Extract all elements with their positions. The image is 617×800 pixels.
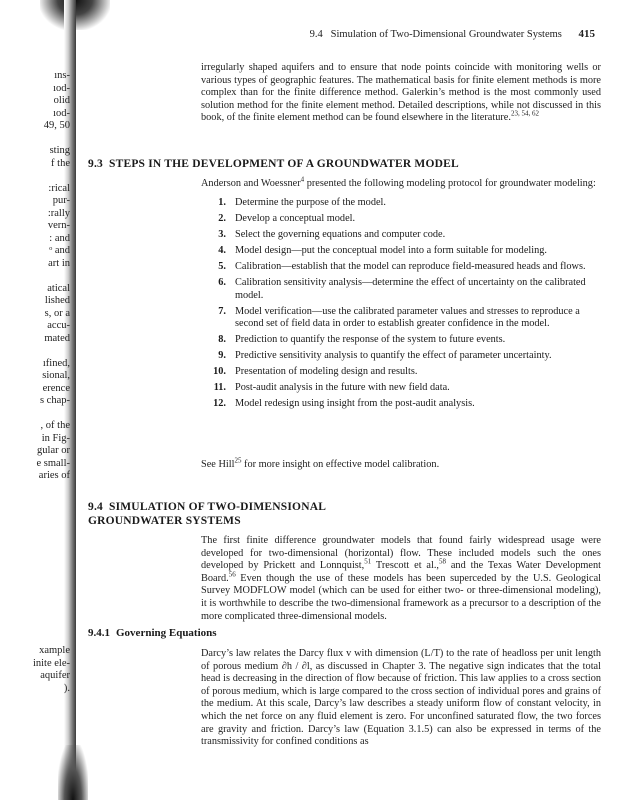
bleed-line [0, 595, 70, 608]
protocol-step [212, 366, 602, 379]
protocol-step [212, 197, 602, 210]
protocol-step [212, 382, 602, 395]
protocol-step-text: Prediction to quantify the response of the system to future events. [235, 334, 506, 346]
protocol-step [212, 277, 602, 302]
protocol-step-number: 12. [213, 398, 226, 410]
section-9-3-intro-b: presented the following modeling protocol for groundwater modeling: [304, 178, 596, 189]
bleed-line: e small- [36, 457, 70, 469]
facing-page-bleed-text [0, 70, 70, 695]
bleed-line: ıod- [53, 107, 70, 119]
section-9-4-text-a: The first finite difference groundwater models that found fairly widespread usage were developed for two-dimensional (horizontal) flow. These included models such the ones developed by Prickett and Lonnquist, [201, 535, 601, 572]
bleed-line [0, 520, 70, 533]
bleed-line: inite ele- [32, 657, 70, 669]
bleed-line: atical [47, 282, 70, 294]
bleed-line: olid [53, 95, 70, 106]
protocol-step-text: Select the governing equations and computer code. [235, 228, 446, 240]
protocol-step [212, 213, 602, 226]
bleed-line [0, 508, 70, 521]
bleed-line [0, 558, 70, 571]
section-9-3-intro-a: Anderson and Woessner [201, 178, 301, 189]
bleed-line [0, 533, 70, 546]
section-9-4-text-b: Trescott et al., [371, 560, 440, 572]
bleed-line: , of the [40, 420, 70, 431]
protocol-step [212, 334, 602, 347]
bleed-line [0, 583, 70, 596]
section-9-4-1-number: 9.4.1 [88, 627, 110, 639]
section-9-4-paragraph [201, 535, 601, 623]
section-9-4-text-c: and the Texas Water Development Board. [201, 560, 602, 584]
bleed-line: vern- [47, 220, 70, 231]
protocol-step-text: Model design—put the conceptual model into a form suitable for modeling. [235, 244, 547, 256]
section-9-4-1-paragraph [201, 648, 601, 749]
bleed-line: pur- [52, 195, 70, 206]
protocol-step-number: 1. [218, 197, 226, 208]
bleed-line: lished [44, 295, 70, 306]
section-9-3-intro-ref: 4 [300, 175, 305, 184]
section-9-3-closing-b: for more insight on effective model calibration. [241, 459, 440, 470]
bleed-line [0, 633, 70, 646]
section-9-4-title-line1: SIMULATION OF TWO-DIMENSIONAL [108, 501, 327, 513]
bleed-line: sional, [42, 370, 70, 381]
protocol-step [212, 398, 602, 411]
bleed-line [0, 570, 70, 583]
protocol-step [212, 306, 602, 331]
protocol-step-number: 3. [218, 228, 226, 240]
section-9-4-1-title: Governing Equations [116, 627, 217, 639]
bleed-line: gular or [37, 445, 70, 456]
section-9-3-closing-ref: 25 [234, 456, 242, 465]
section-9-4-ref3: 56 [228, 570, 236, 579]
protocol-step-text: Presentation of modeling design and results. [235, 366, 418, 378]
modeling-protocol-list [212, 197, 602, 414]
bleed-line [0, 608, 70, 621]
protocol-step [212, 245, 602, 258]
bleed-line: sting [49, 145, 70, 156]
intro-refs: 23, 54, 62 [510, 109, 539, 118]
section-9-4-ref2: 58 [439, 557, 447, 566]
section-9-3-closing [201, 456, 601, 472]
protocol-step-text: Calibration sensitivity analysis—determine the effect of uncertainty on the calibrated model. [235, 276, 586, 301]
section-9-3-closing-a: See Hill [201, 459, 235, 470]
running-head [310, 28, 595, 40]
protocol-step-text: Determine the purpose of the model. [235, 197, 386, 208]
bleed-line: ıod- [53, 82, 70, 94]
bleed-line: :rical [48, 182, 70, 194]
bleed-line: ). [63, 682, 70, 694]
section-9-4-1-text: Darcy’s law relates the Darcy flux v with dimension (L/T) to the rate of headloss per unit length of porous medium ∂h / ∂l, as discussed in Chapter 3. The negative sign indicates that the total head is decreasing in the direction of flow because of friction. This law applies to a cross section of porous medium, which is large compared to the cross section of individual pores and grains of the medium. At this scale, Darcy’s law describes a steady uniform flow of constant velocity, in which the net force on any fluid element is zero. For unconfined saturated flow, the two forces are gravity and friction. Darcy’s law (Equation 3.1.5) can also be expressed in terms of the transmissivity for confined conditions as [201, 648, 601, 748]
bleed-line [0, 170, 70, 183]
section-9-3-title: STEPS IN THE DEVELOPMENT OF A GROUNDWATER MODEL [108, 158, 459, 170]
bleed-line [0, 483, 70, 496]
bleed-line: ıns- [54, 70, 70, 81]
section-9-4-text-d: Even though the use of these models has been superceded by the U.S. Geological Survey MODFLOW model (which can be used for either two- or three-dimensional modeling), it is worthwhile to describe the two-dimensional framework as a precursor to a description of the more complicated three-dimensional models. [201, 572, 601, 622]
section-9-3-number: 9.3 [88, 158, 103, 170]
section-9-3-intro [201, 175, 613, 191]
bleed-line: :rally [47, 207, 70, 219]
protocol-step-number: 6. [218, 276, 226, 288]
bleed-line: mated [44, 332, 70, 344]
bleed-line: art in [48, 257, 70, 269]
section-9-4-number: 9.4 [88, 501, 103, 513]
bleed-line: in Fig- [41, 432, 70, 444]
intro-paragraph-text: irregularly shaped aquifers and to ensure that node points coincide with monitoring wells or various types of geographic features. The mathematical basis for finite element methods is more complex than for the finite difference method. Galerkin’s method is the most commonly used solution method for the finite element method. Detailed descriptions, while not discussed in this book, of the finite element method can be found elsewhere in the literature. [201, 62, 601, 124]
protocol-step-text: Develop a conceptual model. [235, 212, 356, 224]
section-9-4-1-heading [88, 627, 217, 639]
protocol-step-number: 9. [218, 350, 226, 362]
protocol-step-number: 11. [213, 382, 226, 394]
protocol-step-number: 10. [213, 366, 226, 378]
bleed-line [0, 620, 70, 633]
bleed-line [0, 495, 70, 508]
protocol-step-text: Predictive sensitivity analysis to quantify the effect of parameter uncertainty. [235, 350, 552, 362]
section-9-3-heading [88, 158, 459, 170]
page-number: 415 [578, 28, 595, 40]
bleed-line: erence [42, 382, 70, 394]
protocol-step [212, 350, 602, 363]
intro-paragraph [201, 62, 601, 125]
bleed-line: ᵒ and [49, 245, 70, 256]
section-9-4-ref1: 51 [364, 557, 372, 566]
bleed-line: s, or a [44, 307, 70, 319]
protocol-step-text: Model redesign using insight from the post-audit analysis. [235, 398, 475, 410]
bleed-line: aquifer [40, 670, 70, 681]
bleed-line: xample [39, 645, 70, 656]
protocol-step-text: Model verification—use the calibrated parameter values and stresses to reproduce a second set of field data in order to establish greater confidence in the model. [235, 305, 580, 330]
bleed-line [0, 408, 70, 421]
protocol-step-text: Calibration—establish that the model can reproduce field-measured heads and flows. [235, 260, 586, 272]
section-9-4-title-line2: GROUNDWATER SYSTEMS [88, 515, 241, 527]
protocol-step-number: 8. [218, 334, 226, 346]
bleed-line: f the [51, 157, 70, 169]
protocol-step-number: 5. [218, 260, 226, 272]
scan-gutter-shadow-bottom [58, 745, 88, 800]
protocol-step [212, 261, 602, 274]
protocol-step-text: Post-audit analysis in the future with new field data. [235, 382, 450, 394]
protocol-step-number: 7. [218, 305, 226, 317]
bleed-line: s chap- [39, 395, 70, 406]
bleed-line [0, 545, 70, 558]
section-9-4-heading [88, 500, 326, 528]
bleed-line: ıfined, [42, 357, 70, 369]
bleed-line [0, 345, 70, 358]
bleed-line [0, 270, 70, 283]
bleed-line: 49, 50 [43, 120, 70, 131]
protocol-step-number: 2. [218, 212, 226, 224]
protocol-step [212, 229, 602, 242]
bleed-line [0, 133, 70, 146]
running-head-title: Simulation of Two-Dimensional Groundwater Systems [330, 29, 562, 40]
bleed-line: accu- [47, 320, 70, 331]
bleed-line: : and [49, 232, 70, 244]
bleed-line: aries of [38, 470, 70, 481]
protocol-step-number: 4. [218, 244, 226, 256]
running-head-section: 9.4 [309, 29, 323, 40]
